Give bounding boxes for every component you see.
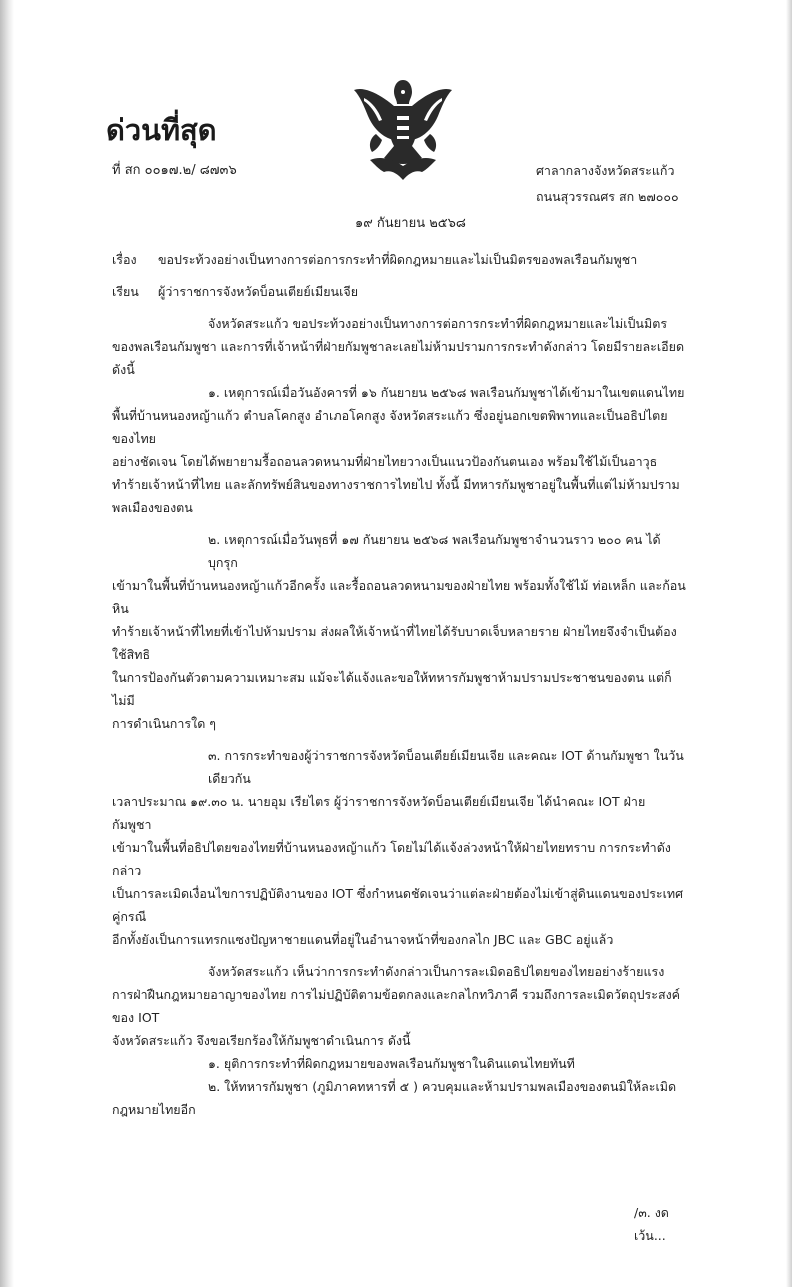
body-line: อย่างชัดเจน โดยได้พยายามรื้อถอนลวดหนามที่ฝ่ายไทยวางเป็นแนวป้องกันตนเอง พร้อมใช้ไม้เป็นอาวุธ bbox=[112, 454, 658, 469]
body-line: ของพลเรือนกัมพูชา และการที่เจ้าหน้าที่ฝ่ายกัมพูชาละเลยไม่ห้ามปรามการกระทำดังกล่าว โดยมีรายละเอียด ดังนี้ bbox=[112, 339, 685, 377]
body-line: การดำเนินการใด ๆ bbox=[112, 716, 217, 731]
subject-text: ขอประท้วงอย่างเป็นทางการต่อการกระทำที่ผิดกฎหมายและไม่เป็นมิตรของพลเรือนกัมพูชา bbox=[158, 252, 638, 267]
body-line: จังหวัดสระแก้ว ขอประท้วงอย่างเป็นทางการต่อการกระทำที่ผิดกฎหมายและไม่เป็นมิตร bbox=[208, 316, 668, 331]
body-line: เป็นการละเมิดเงื่อนไขการปฏิบัติงานของ IOT ซึ่งกำหนดชัดเจนว่าแต่ละฝ่ายต้องไม่เข้าสู่ดินแดนของประเทศคู่กรณี bbox=[112, 886, 684, 924]
body-line: จังหวัดสระแก้ว เห็นว่าการกระทำดังกล่าวเป็นการละเมิดอธิปไตยของไทยอย่างร้ายแรง bbox=[208, 964, 665, 979]
page-continuation: /๓. งดเว้น... bbox=[634, 1205, 669, 1243]
demand-item-1: ๑. ยุติการกระทำที่ผิดกฎหมายของพลเรือนกัมพูชาในดินแดนไทยทันที bbox=[208, 1056, 575, 1071]
letter-body bbox=[112, 0, 687, 1287]
urgency-heading: ด่วนที่สุด bbox=[106, 113, 217, 147]
body-line: เวลาประมาณ ๑๙.๓๐ น. นายอุม เรียไตร ผู้ว่าราชการจังหวัดบ็อนเตียย์เมียนเจีย ได้นำคณะ IOT ฝ่าย กัมพูชา bbox=[112, 794, 646, 832]
body-line: จังหวัดสระแก้ว จึงขอเรียกร้องให้กัมพูชาดำเนินการ ดังนี้ bbox=[112, 1033, 411, 1048]
body-line: การฝ่าฝืนกฎหมายอาญาของไทย การไม่ปฏิบัติตามข้อตกลงและกลไกทวิภาคี รวมถึงการละเมิดวัตถุประสงค์ของ IOT bbox=[112, 987, 681, 1025]
body-line: อีกทั้งยังเป็นการแทรกแซงปัญหาชายแดนที่อยู่ในอำนาจหน้าที่ของกลไก JBC และ GBC อยู่แล้ว bbox=[112, 932, 614, 947]
reference-number: ที่ สก ๐๐๑๗.๒/ ๘๗๓๖ bbox=[112, 163, 237, 178]
body-line: เข้ามาในพื้นที่บ้านหนองหญ้าแก้วอีกครั้ง และรื้อถอนลวดหนามของฝ่ายไทย พร้อมทั้งใช้ไม้ ท่อเหล็ก และก้อนหิน bbox=[112, 578, 686, 616]
recipient-line bbox=[112, 280, 687, 303]
body-line: พลเมืองของตน bbox=[112, 500, 193, 515]
body-line: กฎหมายไทยอีก bbox=[112, 1102, 196, 1117]
demand-item-2: ๒. ให้ทหารกัมพูชา (ภูมิภาคทหารที่ ๕ ) ควบคุมและห้ามปรามพลเมืองของตนมิให้ละเมิด bbox=[208, 1079, 677, 1094]
body-line: พื้นที่บ้านหนองหญ้าแก้ว ตำบลโคกสูง อำเภอโคกสูง จังหวัดสระแก้ว ซึ่งอยู่นอกเขตพิพาทและเป็นอธิปไตยของไทย bbox=[112, 408, 668, 446]
body-line: เข้ามาในพื้นที่อธิปไตยของไทยที่บ้านหนองหญ้าแก้ว โดยไม่ได้แจ้งล่วงหน้าให้ฝ่ายไทยทราบ การกระทำดังกล่าว bbox=[112, 840, 671, 878]
body-line: ๒. เหตุการณ์เมื่อวันพุธที่ ๑๗ กันยายน ๒๕๖๘ พลเรือนกัมพูชาจำนวนราว ๒๐๐ คน ได้บุกรุก bbox=[208, 532, 661, 570]
scan-shadow-left bbox=[0, 0, 14, 1287]
body-line: ในการป้องกันตัวตามความเหมาะสม แม้จะได้แจ้งและขอให้ทหารกัมพูชาห้ามปรามประชาชนของตน แต่ก็ไม่มี bbox=[112, 670, 672, 708]
body-line: ทำร้ายเจ้าหน้าที่ไทย และลักทรัพย์สินของทางราชการไทยไป ทั้งนี้ มีทหารกัมพูชาอยู่ในพื้นที่แต่ไม่ห้ามปราม bbox=[112, 477, 680, 492]
subject-label: เรื่อง bbox=[112, 252, 137, 267]
body-line: ๓. การกระทำของผู้ว่าราชการจังหวัดบ็อนเตียย์เมียนเจีย และคณะ IOT ด้านกัมพูชา ในวันเดียวกัน bbox=[208, 748, 684, 786]
body-line: ทำร้ายเจ้าหน้าที่ไทยที่เข้าไปห้ามปราม ส่งผลให้เจ้าหน้าที่ไทยได้รับบาดเจ็บหลายราย ฝ่ายไทยจึงจำเป็นต้องใช้สิทธิ bbox=[112, 624, 677, 662]
recipient-text: ผู้ว่าราชการจังหวัดบ็อนเตียย์เมียนเจีย bbox=[158, 284, 359, 299]
recipient-label: เรียน bbox=[112, 284, 139, 299]
document-date: ๑๙ กันยายน ๒๕๖๘ bbox=[355, 216, 466, 231]
subject-line bbox=[112, 248, 687, 271]
address-line-1: ศาลากลางจังหวัดสระแก้ว bbox=[536, 163, 675, 178]
body-line: ๑. เหตุการณ์เมื่อวันอังคารที่ ๑๖ กันยายน ๒๕๖๘ พลเรือนกัมพูชาได้เข้ามาในเขตแดนไทย bbox=[208, 385, 685, 400]
scan-shadow-right bbox=[786, 0, 792, 1287]
address-line-2: ถนนสุวรรณศร สก ๒๗๐๐๐ bbox=[536, 189, 679, 204]
